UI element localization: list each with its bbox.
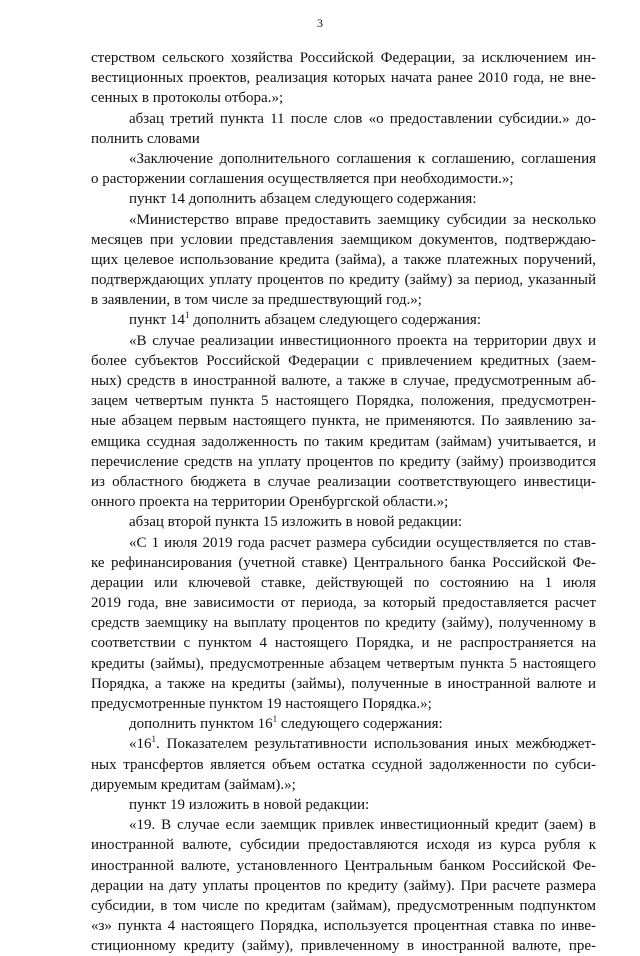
text-line: сенных в протоколы отбора.»; [91,90,284,107]
text-line: зацем четвертым пункта 5 настоящего Порядка, положения, предусмотрен- [91,393,596,410]
superscript-mark: 1 [151,734,156,745]
text-line: щих целевое использование кредита (займа), а также платежных поручений, [91,251,596,268]
text-line: дируемым кредитам (займам).»; [91,776,296,793]
text-line: перечисление средств на уплату процентов по кредиту (займу) производится [91,453,596,470]
text-line: ных трансфертов является объем остатка ссудной задолженности по субси- [91,756,596,773]
text-line: вестиционных проектов, реализация которых начата ранее 2010 года, не вне- [91,70,596,87]
text-line: пункт $14^1$ дополнить абзацем следующего содержания: [129,310,481,329]
text-line: в заявлении, в том числе за предшествующий год.»; [91,292,422,309]
text-line: 2019 года, вне зависимости от периода, за который предоставляется расчет [91,595,596,612]
superscript-mark: 1 [272,714,278,725]
text-line: абзац второй пункта 15 изложить в новой редакции: [129,514,463,531]
text-line: «$16^1$. Показателем результативности использования иных межбюджет- [129,734,596,753]
text-line: кредиты (займы), предусмотренные абзацем четвертым пункта 5 настоящего [91,655,596,672]
text-line: о расторжении соглашения осуществляется при необходимости.»; [91,171,514,188]
text-line: месяцев при условии представления заемщиком документов, подтверждаю- [91,231,596,248]
text-line: иностранной валюте, установленного Центральным банком Российской Фе- [91,857,596,874]
text-line: дополнить пунктом $16^1$ следующего содержания: [129,714,443,733]
text-line: «з» пункта 4 настоящего Порядка, используется процентная ставка по инве- [91,918,596,935]
text-line: дерации на дату уплаты процентов по кредиту (займу). При расчете размера [91,877,596,894]
text-line: ке рефинансирования (учетной ставке) Центрального банка Российской Фе- [91,554,596,571]
text-line: соответствии с пунктом 4 настоящего Порядка, и не распространяется на [91,635,596,652]
text-line: предусмотренные пунктом 19 настоящего Порядка.»; [91,696,432,712]
text-line: «Заключение дополнительного соглашения к соглашению, соглашения [129,150,596,167]
text-line: «19. В случае если заемщик привлек инвестиционный кредит (заем) в [129,817,596,834]
text-line: подтверждающих уплату процентов по кредиту (займу) за период, указанный [91,272,596,289]
text-line: из областного бюджета в случае реализации соответствующего инвестици- [91,473,596,490]
text-line: онного проекта на территории Оренбургской области.»; [91,494,449,511]
text-line: средств заемщику на выплату процентов по кредиту (займу), полученному в [91,615,596,632]
text-line: полнить словами [91,130,200,147]
text-line: стиционному кредиту (займу), привлеченному в иностранной валюте, пре- [91,938,596,955]
text-line: «В случае реализации инвестиционного проекта на территории двух и [129,332,596,349]
text-line: емщика ссудная задолженность по таким кредитам (займам) учитывается, и [91,433,596,450]
text-line: более субъектов Российской Федерации с привлечением кредитных (заем- [91,352,596,369]
superscript-mark: 1 [184,310,190,321]
text-line: абзац третий пункта 11 после слов «о предоставлении субсидии.» до- [129,110,596,127]
text-line: ные абзацем первым настоящего пункта, не применяются. По заявлению за- [91,413,596,430]
text-line: ных) средств в иностранной валюте, а также в случае, предусмотренным аб- [91,373,596,389]
text-line: пункт 14 дополнить абзацем следующего содержания: [129,191,477,208]
text-line: Порядка, а также на кредиты (займы), полученные в иностранной валюте и [91,675,596,692]
text-line: стерством сельского хозяйства Российской Федерации, за исключением ин- [91,50,596,66]
page-number: 3 [317,16,323,30]
text-line: иностранной валюте, субсидии предоставляются исходя из курса рубля к [91,837,596,854]
text-line: «С 1 июля 2019 года расчет размера субсидии осуществляется по став- [129,534,596,551]
document-body [91,48,596,956]
text-line: дерации или ключевой ставке, действующей по состоянию на 1 июля [91,574,596,591]
text-line: «Министерство вправе предоставить заемщику субсидии за несколько [129,211,596,228]
text-line: субсидии, в том числе по кредитам (займам), предусмотренным подпунктом [91,897,596,914]
text-line: пункт 19 изложить в новой редакции: [129,796,370,813]
